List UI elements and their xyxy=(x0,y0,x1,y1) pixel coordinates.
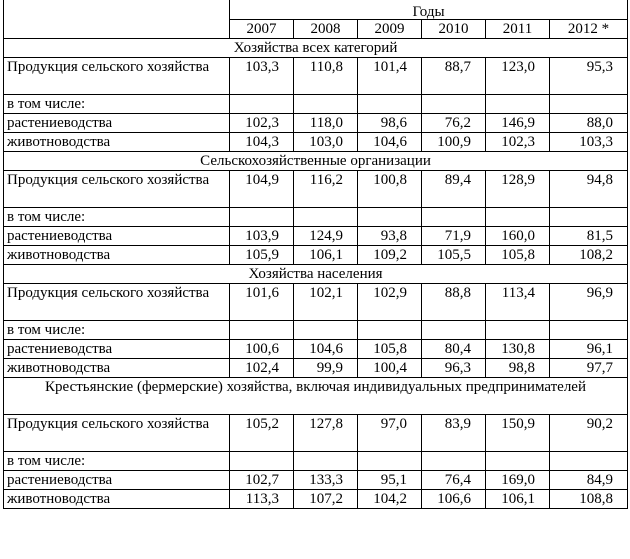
row-label: Продукция сельского хозяйства xyxy=(4,171,230,208)
value-cell: 109,2 xyxy=(358,246,422,265)
value-cell: 102,3 xyxy=(486,133,550,152)
value-cell: 102,1 xyxy=(294,284,358,321)
value-cell: 76,2 xyxy=(422,114,486,133)
row-label: животноводства xyxy=(4,490,230,509)
table-row xyxy=(4,114,628,133)
value-cell xyxy=(358,321,422,340)
value-cell: 101,6 xyxy=(230,284,294,321)
value-cell: 104,6 xyxy=(358,133,422,152)
value-cell: 83,9 xyxy=(422,415,486,452)
value-cell: 103,3 xyxy=(230,58,294,95)
table-row xyxy=(4,95,628,114)
table-row xyxy=(4,171,628,208)
value-cell: 88,0 xyxy=(550,114,628,133)
value-cell: 102,7 xyxy=(230,471,294,490)
value-cell xyxy=(294,95,358,114)
value-cell: 104,3 xyxy=(230,133,294,152)
year-header-cell: 2007 xyxy=(230,20,294,39)
value-cell: 90,2 xyxy=(550,415,628,452)
value-cell: 150,9 xyxy=(486,415,550,452)
value-cell: 128,9 xyxy=(486,171,550,208)
value-cell: 71,9 xyxy=(422,227,486,246)
value-cell xyxy=(230,208,294,227)
value-cell xyxy=(358,95,422,114)
row-label: Продукция сельского хозяйства xyxy=(4,58,230,95)
value-cell: 146,9 xyxy=(486,114,550,133)
table-row xyxy=(4,58,628,95)
value-cell: 100,9 xyxy=(422,133,486,152)
value-cell: 102,4 xyxy=(230,359,294,378)
value-cell: 123,0 xyxy=(486,58,550,95)
value-cell: 102,3 xyxy=(230,114,294,133)
table-row xyxy=(4,321,628,340)
row-label: в том числе: xyxy=(4,208,230,227)
value-cell xyxy=(230,321,294,340)
row-label: растениеводства xyxy=(4,471,230,490)
value-cell xyxy=(422,208,486,227)
value-cell: 89,4 xyxy=(422,171,486,208)
value-cell: 101,4 xyxy=(358,58,422,95)
value-cell: 133,3 xyxy=(294,471,358,490)
value-cell: 105,8 xyxy=(358,340,422,359)
value-cell: 113,4 xyxy=(486,284,550,321)
section-title: Хозяйства всех категорий xyxy=(4,39,628,58)
value-cell: 113,3 xyxy=(230,490,294,509)
value-cell: 99,9 xyxy=(294,359,358,378)
table-row xyxy=(4,415,628,452)
value-cell: 105,9 xyxy=(230,246,294,265)
row-label: в том числе: xyxy=(4,95,230,114)
value-cell: 76,4 xyxy=(422,471,486,490)
value-cell xyxy=(230,95,294,114)
section-row xyxy=(4,378,628,415)
value-cell: 127,8 xyxy=(294,415,358,452)
value-cell: 94,8 xyxy=(550,171,628,208)
value-cell xyxy=(294,452,358,471)
value-cell: 103,0 xyxy=(294,133,358,152)
value-cell: 88,7 xyxy=(422,58,486,95)
row-label: растениеводства xyxy=(4,340,230,359)
value-cell: 98,6 xyxy=(358,114,422,133)
table-row xyxy=(4,452,628,471)
value-cell: 103,3 xyxy=(550,133,628,152)
value-cell: 88,8 xyxy=(422,284,486,321)
table-row xyxy=(4,227,628,246)
value-cell: 97,0 xyxy=(358,415,422,452)
value-cell: 103,9 xyxy=(230,227,294,246)
row-label: растениеводства xyxy=(4,114,230,133)
value-cell: 105,2 xyxy=(230,415,294,452)
value-cell: 124,9 xyxy=(294,227,358,246)
year-header-cell: 2008 xyxy=(294,20,358,39)
row-label: животноводства xyxy=(4,359,230,378)
value-cell: 118,0 xyxy=(294,114,358,133)
table-row xyxy=(4,490,628,509)
table-row xyxy=(4,284,628,321)
value-cell xyxy=(550,321,628,340)
year-header-cell: 2010 xyxy=(422,20,486,39)
value-cell: 96,9 xyxy=(550,284,628,321)
row-label: Продукция сельского хозяйства xyxy=(4,284,230,321)
value-cell: 105,8 xyxy=(486,246,550,265)
value-cell xyxy=(358,452,422,471)
value-cell xyxy=(294,321,358,340)
value-cell: 107,2 xyxy=(294,490,358,509)
value-cell: 169,0 xyxy=(486,471,550,490)
value-cell: 106,1 xyxy=(294,246,358,265)
value-cell xyxy=(550,452,628,471)
row-label: животноводства xyxy=(4,133,230,152)
value-cell: 97,7 xyxy=(550,359,628,378)
value-cell: 104,6 xyxy=(294,340,358,359)
value-cell: 100,8 xyxy=(358,171,422,208)
value-cell xyxy=(486,95,550,114)
value-cell: 106,6 xyxy=(422,490,486,509)
value-cell xyxy=(294,208,358,227)
value-cell: 105,5 xyxy=(422,246,486,265)
row-label: животноводства xyxy=(4,246,230,265)
header-row-years-group xyxy=(4,0,628,20)
stub-header-cell xyxy=(4,0,230,39)
value-cell: 108,8 xyxy=(550,490,628,509)
agriculture-index-table xyxy=(3,0,628,509)
value-cell: 102,9 xyxy=(358,284,422,321)
value-cell: 130,8 xyxy=(486,340,550,359)
value-cell xyxy=(486,321,550,340)
table-row xyxy=(4,246,628,265)
value-cell: 98,8 xyxy=(486,359,550,378)
value-cell: 96,3 xyxy=(422,359,486,378)
table-row xyxy=(4,340,628,359)
section-title: Сельскохозяйственные организации xyxy=(4,152,628,171)
row-label: в том числе: xyxy=(4,452,230,471)
value-cell: 96,1 xyxy=(550,340,628,359)
row-label: в том числе: xyxy=(4,321,230,340)
value-cell: 81,5 xyxy=(550,227,628,246)
section-row xyxy=(4,152,628,171)
section-row xyxy=(4,39,628,58)
year-header-cell: 2012 * xyxy=(550,20,628,39)
value-cell: 95,3 xyxy=(550,58,628,95)
value-cell xyxy=(230,452,294,471)
value-cell: 108,2 xyxy=(550,246,628,265)
year-header-cell: 2011 xyxy=(486,20,550,39)
value-cell: 104,9 xyxy=(230,171,294,208)
value-cell: 106,1 xyxy=(486,490,550,509)
value-cell: 95,1 xyxy=(358,471,422,490)
value-cell: 110,8 xyxy=(294,58,358,95)
table-row xyxy=(4,133,628,152)
value-cell xyxy=(550,95,628,114)
section-title: Хозяйства населения xyxy=(4,265,628,284)
value-cell: 84,9 xyxy=(550,471,628,490)
value-cell xyxy=(550,208,628,227)
section-title: Крестьянские (фермерские) хозяйства, включая индивидуальных предпринимателей xyxy=(4,378,628,415)
row-label: растениеводства xyxy=(4,227,230,246)
value-cell xyxy=(358,208,422,227)
value-cell xyxy=(486,208,550,227)
value-cell: 80,4 xyxy=(422,340,486,359)
value-cell: 93,8 xyxy=(358,227,422,246)
value-cell: 104,2 xyxy=(358,490,422,509)
value-cell: 100,6 xyxy=(230,340,294,359)
table-row xyxy=(4,471,628,490)
years-header: Годы xyxy=(230,0,628,20)
value-cell: 100,4 xyxy=(358,359,422,378)
table-row xyxy=(4,359,628,378)
year-header-cell: 2009 xyxy=(358,20,422,39)
value-cell xyxy=(422,95,486,114)
value-cell xyxy=(422,321,486,340)
value-cell xyxy=(422,452,486,471)
table-row xyxy=(4,208,628,227)
value-cell xyxy=(486,452,550,471)
section-row xyxy=(4,265,628,284)
value-cell: 160,0 xyxy=(486,227,550,246)
row-label: Продукция сельского хозяйства xyxy=(4,415,230,452)
value-cell: 116,2 xyxy=(294,171,358,208)
